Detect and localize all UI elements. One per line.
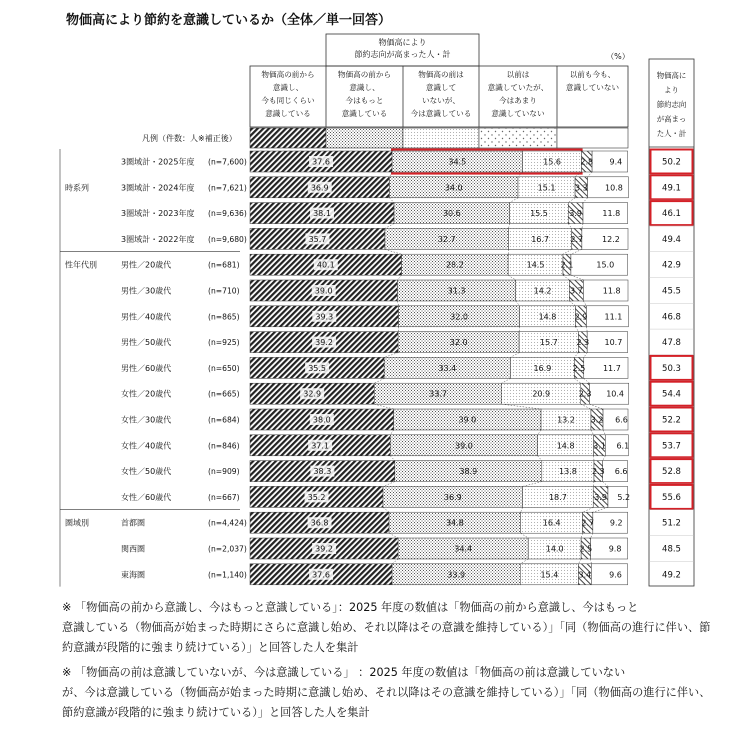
data-label: 10.7 <box>604 338 623 348</box>
data-label: 33.7 <box>429 389 447 399</box>
connector-line <box>591 559 592 564</box>
total-value: 49.4 <box>662 234 681 245</box>
connector-line <box>563 275 569 280</box>
data-label: 13.2 <box>557 415 575 425</box>
connector-line <box>589 404 603 409</box>
connector-line <box>581 404 591 409</box>
data-label: 2.7 <box>581 518 595 528</box>
connector-line <box>603 456 606 461</box>
row-label: 男性／50歳代 <box>121 338 172 348</box>
footnote-2-head: ※ 「物価高の前は意識していないが、今は意識している」 ：2025 年度の数値は「物価高の前は意識していない <box>62 666 626 679</box>
data-label: 34.8 <box>445 518 464 528</box>
connector-line <box>516 301 520 306</box>
row-label: 3圏域計・2025年度 <box>121 157 195 167</box>
group-header-line: 節約志向が高まった人・計 <box>354 50 451 59</box>
data-label: 15.6 <box>543 157 561 167</box>
connector-line <box>582 224 583 229</box>
data-label: 36.8 <box>310 518 329 528</box>
total-value: 52.2 <box>662 415 681 426</box>
total-column-box <box>649 59 694 586</box>
connector-line <box>571 275 583 280</box>
data-label: 2.7 <box>570 234 584 244</box>
footnote-1-body: 意識している（物価高が始まった時期にさらに意識し始め、それ以降はその意識を維持している）」「同（物価高の進行に伴い、節約意識が段階的に強まり続けている）」と回答した人を集計 <box>62 621 711 654</box>
connector-line <box>569 301 575 306</box>
legend-label: 凡例（件数：人※補正後） <box>142 134 237 143</box>
category-header-3-line: いないが、 <box>422 96 460 105</box>
row-n: (n=925) <box>208 338 240 348</box>
data-label: 15.5 <box>530 209 548 219</box>
row-n: (n=650) <box>208 363 240 373</box>
category-header-2-line: 意識し、 <box>349 83 380 92</box>
row-n: (n=9,680) <box>208 234 247 244</box>
unit-label: （%） <box>606 52 630 61</box>
connector-line <box>563 249 572 254</box>
category-header-5-line: 以前も今も、 <box>569 70 616 79</box>
category-header-1-line: 意識している <box>265 109 311 118</box>
chart-title: 物価高により節約を意識しているか（全体／単一回答） <box>66 13 392 28</box>
data-label: 32.0 <box>450 312 468 322</box>
legend-swatch-1 <box>250 128 326 148</box>
row-label: 男性／60歳代 <box>121 363 172 373</box>
connector-line <box>574 353 578 358</box>
footnote-2 <box>62 663 712 723</box>
connector-line <box>571 249 582 254</box>
row-label: 3圏域計・2023年度 <box>121 209 195 219</box>
connector-line <box>508 275 516 280</box>
data-label: 11.7 <box>602 363 621 373</box>
category-header-3-line: 物価高の前は <box>418 70 464 79</box>
data-label: 2.5 <box>579 544 593 554</box>
data-label: 39.0 <box>455 441 473 451</box>
category-header-1-line: 物価高の前から <box>261 70 315 79</box>
data-label: 35.2 <box>307 492 326 502</box>
data-label: 6.6 <box>614 467 628 477</box>
connector-line <box>591 430 594 435</box>
total-value: 55.6 <box>662 492 681 503</box>
connector-line <box>385 224 394 229</box>
row-n: (n=846) <box>208 441 240 451</box>
row-n: (n=2,037) <box>208 544 247 554</box>
row-label: 3圏域計・2022年度 <box>121 234 195 244</box>
connector-line <box>583 198 588 203</box>
data-label: 2.3 <box>578 389 592 399</box>
data-label: 14.5 <box>526 260 545 270</box>
data-label: 31.3 <box>447 286 466 296</box>
connector-line <box>520 559 528 564</box>
connector-line <box>502 378 511 383</box>
data-label: 11.8 <box>602 286 621 296</box>
category-header-4 <box>488 69 549 118</box>
category-header-3 <box>411 69 472 118</box>
row-label: 男性／30歳代 <box>121 286 172 296</box>
category-header-5-line: 意識していない <box>565 83 620 92</box>
category-header-1-line: 意識し、 <box>272 83 304 92</box>
connector-line <box>568 198 575 203</box>
data-label: 33.9 <box>447 570 466 580</box>
data-label: 30.6 <box>442 209 461 219</box>
total-value: 46.8 <box>662 312 681 323</box>
data-label: 6.1 <box>616 441 630 451</box>
connector-line <box>575 327 578 332</box>
total-value: 53.7 <box>662 441 681 452</box>
category-header-4-line: 今はあまり <box>499 96 537 105</box>
total-header-line: 物価高に <box>656 71 687 80</box>
data-label: 16.7 <box>531 234 550 244</box>
total-value: 42.9 <box>662 260 681 271</box>
connector-line <box>583 507 594 512</box>
row-n: (n=665) <box>208 389 240 399</box>
connector-line <box>584 378 590 383</box>
connector-line <box>603 430 605 435</box>
group-label: 時系列 <box>65 183 89 193</box>
connector-line <box>384 353 398 358</box>
total-header <box>657 71 687 138</box>
row-label: 関西圏 <box>121 544 145 554</box>
data-label: 2.8 <box>580 157 594 167</box>
data-label: 34.5 <box>448 157 467 167</box>
connector-line <box>383 482 395 487</box>
data-label: 35.5 <box>308 363 327 373</box>
row-label: 女性／30歳代 <box>121 415 172 425</box>
category-header-2-line: 物価高の前から <box>337 70 392 79</box>
row-n: (n=667) <box>208 492 240 502</box>
row-n: (n=9,636) <box>208 209 247 219</box>
connector-line <box>578 559 581 564</box>
data-label: 39.0 <box>458 415 477 425</box>
connector-line <box>586 327 587 332</box>
data-label: 34.0 <box>444 183 463 193</box>
total-header-line: が高まっ <box>656 114 687 124</box>
total-header-line: より <box>664 85 679 95</box>
data-label: 3.9 <box>569 209 583 219</box>
row-label: 女性／20歳代 <box>121 389 172 399</box>
group-label: 性年代別 <box>65 260 97 270</box>
connector-line <box>574 378 580 383</box>
connector-line <box>374 404 393 409</box>
legend-swatch-5 <box>557 128 628 148</box>
row-n: (n=4,424) <box>208 518 247 528</box>
row-label: 3圏域計・2024年度 <box>121 183 195 193</box>
data-label: 16.9 <box>533 363 552 373</box>
category-header-2 <box>338 69 391 118</box>
category-header-1-line: 今も同じくらい <box>261 96 315 105</box>
connector-line <box>593 507 608 512</box>
connector-line <box>509 224 510 229</box>
footnote-1-head: ※ 「物価高の前から意識し、今はもっと意識している」：2025 年度の数値は「物価高の前から意識し、今はもっと <box>62 601 639 614</box>
connector-line <box>593 482 594 487</box>
connector-line <box>397 275 401 280</box>
connector-line <box>603 482 608 487</box>
connector-line <box>538 456 542 461</box>
data-label: 14.0 <box>545 544 564 554</box>
connector-line <box>383 507 389 512</box>
data-label: 2.5 <box>572 363 586 373</box>
category-header-3-line: 今は意識している <box>410 109 472 118</box>
total-value: 51.2 <box>662 518 681 529</box>
data-label: 35.7 <box>308 234 327 244</box>
row-n: (n=865) <box>208 312 240 322</box>
data-label: 33.4 <box>438 363 457 373</box>
data-label: 13.8 <box>558 467 577 477</box>
category-header-4-line: 意識していたが、 <box>487 83 549 92</box>
connector-line <box>588 172 593 177</box>
data-label: 2.3 <box>576 338 590 348</box>
total-header-line: た人・計 <box>656 129 687 138</box>
category-header-2-line: 意識している <box>341 109 388 118</box>
data-label: 32.0 <box>449 338 468 348</box>
row-n: (n=909) <box>208 467 240 477</box>
data-label: 9.8 <box>608 544 622 554</box>
connector-line <box>568 224 571 229</box>
data-label: 12.2 <box>602 234 620 244</box>
data-label: 2.1 <box>560 260 574 270</box>
data-label: 9.2 <box>609 518 623 528</box>
legend-swatch-3 <box>403 128 479 148</box>
row-label: 首都圏 <box>121 518 145 528</box>
data-label: 38.3 <box>313 467 332 477</box>
category-header-3-line: 意識して <box>425 83 457 92</box>
data-label: 34.4 <box>454 544 473 554</box>
data-label: 38.1 <box>313 209 331 219</box>
data-label: 2.9 <box>574 312 588 322</box>
data-label: 32.7 <box>437 234 456 244</box>
connector-line <box>581 533 583 538</box>
data-label: 9.4 <box>609 157 623 167</box>
data-label: 14.2 <box>533 286 552 296</box>
data-label: 36.9 <box>443 492 462 502</box>
category-header-2-line: 今はもっと <box>345 96 384 105</box>
legend-swatch-2 <box>326 128 403 148</box>
row-n: (n=1,140) <box>208 570 247 580</box>
connector-line <box>521 533 529 538</box>
connector-line <box>385 249 402 254</box>
data-label: 10.4 <box>606 389 625 399</box>
footnote-1 <box>62 598 712 658</box>
row-label: 女性／60歳代 <box>121 492 172 502</box>
data-label: 14.8 <box>556 441 575 451</box>
connector-line <box>584 353 587 358</box>
connector-line <box>502 404 541 409</box>
category-header-4-line: 以前は <box>506 70 530 79</box>
data-label: 38.0 <box>312 415 331 425</box>
total-value: 46.1 <box>662 209 681 220</box>
data-label: 10.8 <box>605 183 623 193</box>
total-value: 49.2 <box>662 570 681 581</box>
connector-line <box>389 198 394 203</box>
category-header-4-line: 意識していない <box>491 109 545 118</box>
total-value: 48.5 <box>662 544 681 555</box>
total-value: 52.8 <box>662 467 681 478</box>
connector-line <box>390 456 395 461</box>
row-n: (n=710) <box>208 286 240 296</box>
connector-line <box>510 198 518 203</box>
row-n: (n=684) <box>208 415 240 425</box>
total-value: 47.8 <box>662 338 681 349</box>
group-label: 圏域別 <box>65 518 89 528</box>
row-n: (n=7,600) <box>208 157 247 167</box>
connector-line <box>591 533 593 538</box>
data-label: 39.2 <box>315 544 333 554</box>
data-label: 6.6 <box>615 415 628 425</box>
row-n: (n=681) <box>208 260 240 270</box>
group-header-line: 物価高により <box>378 38 427 47</box>
connector-line <box>538 430 541 435</box>
footnote-2-body: が、今は意識している（物価高が始まった時期に意識し始め、それ以降はその意識を維持している）」「同（物価高の進行に伴い、節約意識が段階的に強まり続けている）」と回答した人を集計 <box>62 686 711 719</box>
total-value: 45.5 <box>662 286 681 297</box>
data-label: 3.9 <box>594 492 607 502</box>
connector-line <box>523 482 542 487</box>
row-label: 女性／50歳代 <box>121 467 172 477</box>
group-header <box>355 37 451 59</box>
data-label: 32.9 <box>303 389 322 399</box>
data-label: 14.8 <box>538 312 557 322</box>
data-label: 36.9 <box>310 183 329 193</box>
data-label: 28.2 <box>445 260 464 270</box>
data-label: 39.3 <box>315 312 334 322</box>
data-label: 38.9 <box>459 467 478 477</box>
data-label: 15.7 <box>539 338 558 348</box>
data-label: 40.1 <box>316 260 335 270</box>
category-header-5 <box>566 69 619 92</box>
data-label: 3.3 <box>574 183 588 193</box>
data-label: 5.2 <box>617 492 631 502</box>
legend-swatch-4 <box>479 128 557 148</box>
data-label: 39.2 <box>315 338 333 348</box>
data-label: 15.1 <box>537 183 556 193</box>
category-header-1 <box>261 69 314 118</box>
total-value: 50.3 <box>662 363 681 374</box>
data-label: 15.4 <box>540 570 559 580</box>
total-value: 54.4 <box>662 389 681 400</box>
data-label: 3.4 <box>578 570 592 580</box>
total-header-line: 節約志向 <box>656 100 687 109</box>
row-label: 東海圏 <box>121 570 145 580</box>
data-label: 15.0 <box>596 260 615 270</box>
connector-line <box>583 301 586 306</box>
data-label: 37.6 <box>312 157 330 167</box>
connector-line <box>392 559 398 564</box>
data-label: 11.1 <box>604 312 623 322</box>
data-label: 9.6 <box>609 570 622 580</box>
data-label: 3.7 <box>570 286 583 296</box>
connector-line <box>510 353 519 358</box>
row-n: (n=7,621) <box>208 183 247 193</box>
data-label: 3.1 <box>593 441 606 451</box>
total-value: 49.1 <box>662 183 681 194</box>
data-label: 20.9 <box>532 389 551 399</box>
connector-line <box>389 533 398 538</box>
connector-line <box>397 301 398 306</box>
data-label: 11.8 <box>602 209 621 219</box>
data-label: 37.6 <box>312 570 330 580</box>
connector-line <box>521 507 523 512</box>
data-label: 2.3 <box>591 467 605 477</box>
row-label: 男性／40歳代 <box>121 312 172 322</box>
connector-line <box>390 430 393 435</box>
data-label: 18.7 <box>548 492 567 502</box>
data-label: 39.0 <box>314 286 333 296</box>
row-label: 女性／40歳代 <box>121 441 172 451</box>
row-label: 男性／20歳代 <box>121 260 172 270</box>
data-label: 16.4 <box>542 518 561 528</box>
data-label: 37.1 <box>311 441 330 451</box>
total-value: 50.2 <box>662 157 681 168</box>
data-label: 3.2 <box>590 415 604 425</box>
connector-line <box>374 378 384 383</box>
